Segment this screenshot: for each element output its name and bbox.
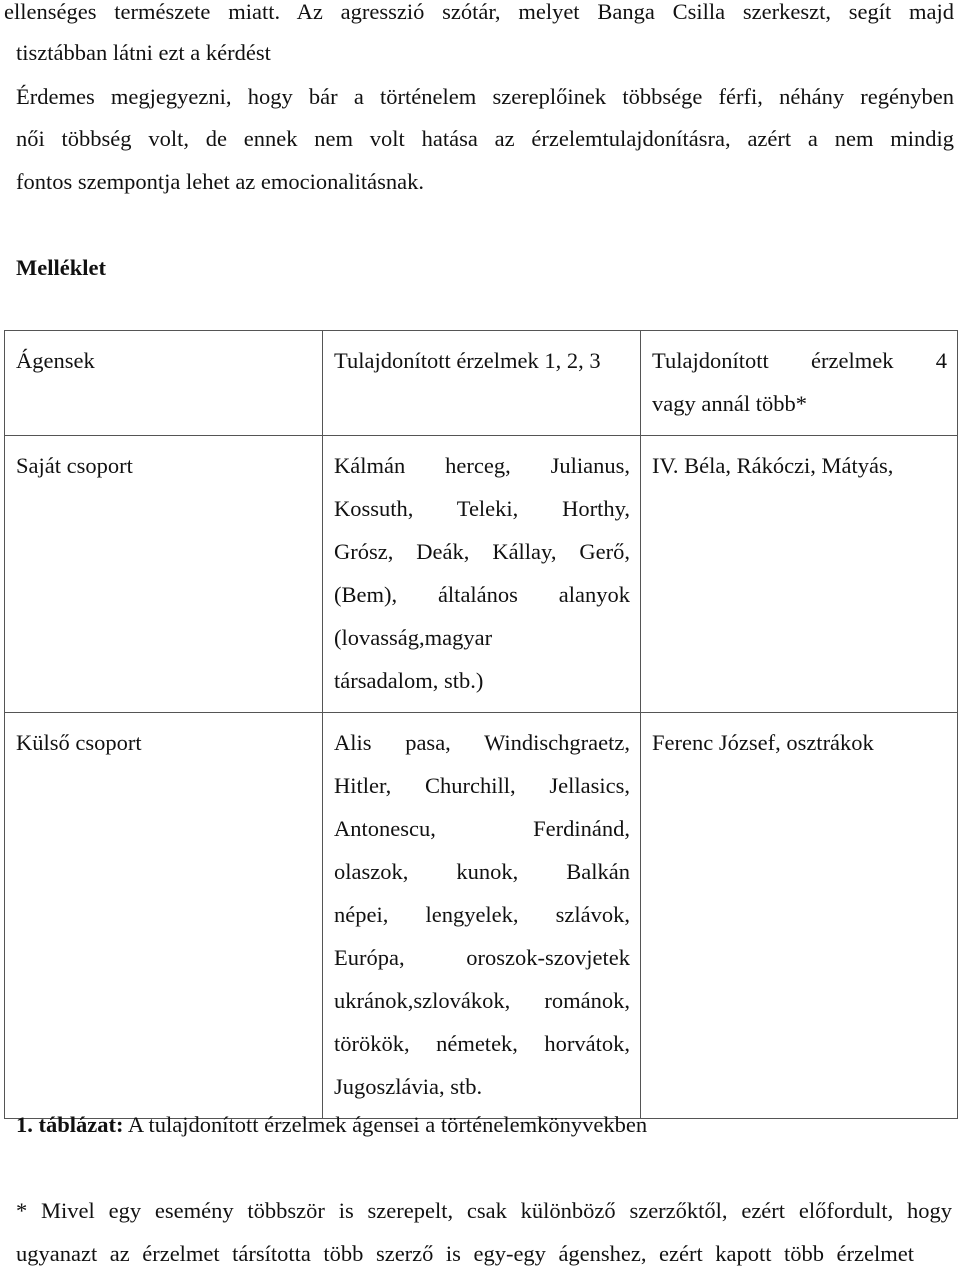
- table-header-row: [5, 331, 958, 436]
- header-col3-line1: Tulajdonított érzelmek 4: [652, 348, 947, 373]
- caption-label: 1. táblázat:: [16, 1112, 124, 1137]
- row-emotions-4-plus: IV. Béla, Rákóczi, Mátyás,: [641, 436, 958, 713]
- row-agent: Külső csoport: [5, 713, 323, 1119]
- table-row: [5, 436, 958, 713]
- emotion-agents-table: [4, 330, 958, 1119]
- paragraph-line-4: női többség volt, de ennek nem volt hatása az érzelemtulajdonításra, azért a nem mindig: [16, 126, 954, 151]
- paragraph-line-3: Érdemes megjegyezni, hogy bár a történelem szereplőinek többsége férfi, néhány regényben: [16, 84, 954, 109]
- footnote-line-1: * Mivel egy esemény többször is szerepelt, csak különböző szerzőktől, ezért előfordult, hogy: [16, 1198, 952, 1223]
- row-emotions-1-3: Alis pasa, Windischgraetz, Hitler, Churchill, Jellasics, Antonescu, Ferdinánd, olaszok, kunok, Balkán népei, lengyelek, szlávok, Európa, oroszok-szovjetek ukránok,szlovákok, románok, törökök, németek, horvátok, Jugoszlávia, stb.: [323, 713, 641, 1119]
- header-emotions-4-plus: [641, 331, 958, 436]
- header-col3-line2: vagy annál több*: [652, 391, 807, 416]
- row-emotions-1-3: Kálmán herceg, Julianus, Kossuth, Teleki, Horthy, Grósz, Deák, Kállay, Gerő, (Bem), általános alanyok (lovasság,magyar társadalom, stb.): [323, 436, 641, 713]
- paragraph-line-2: tisztábban látni ezt a kérdést: [16, 40, 271, 65]
- footnote-line-2: ugyanazt az érzelmet társította több szerző is egy-egy ágenshez, ezért kapott több érzelmet: [16, 1241, 914, 1266]
- header-agents: Ágensek: [5, 331, 323, 436]
- row-agent: Saját csoport: [5, 436, 323, 713]
- paragraph-line-1: ellenséges természete miatt. Az agresszió szótár, melyet Banga Csilla szerkeszt, segít majd: [4, 0, 954, 24]
- section-heading: Melléklet: [16, 255, 106, 280]
- caption-text: A tulajdonított érzelmek ágensei a történelemkönyvekben: [123, 1112, 648, 1137]
- row-emotions-4-plus: Ferenc József, osztrákok: [641, 713, 958, 1119]
- table-row: [5, 713, 958, 1119]
- header-emotions-1-3: Tulajdonított érzelmek 1, 2, 3: [323, 331, 641, 436]
- paragraph-line-5: fontos szempontja lehet az emocionalitásnak.: [16, 169, 424, 194]
- table-caption: [16, 1111, 647, 1139]
